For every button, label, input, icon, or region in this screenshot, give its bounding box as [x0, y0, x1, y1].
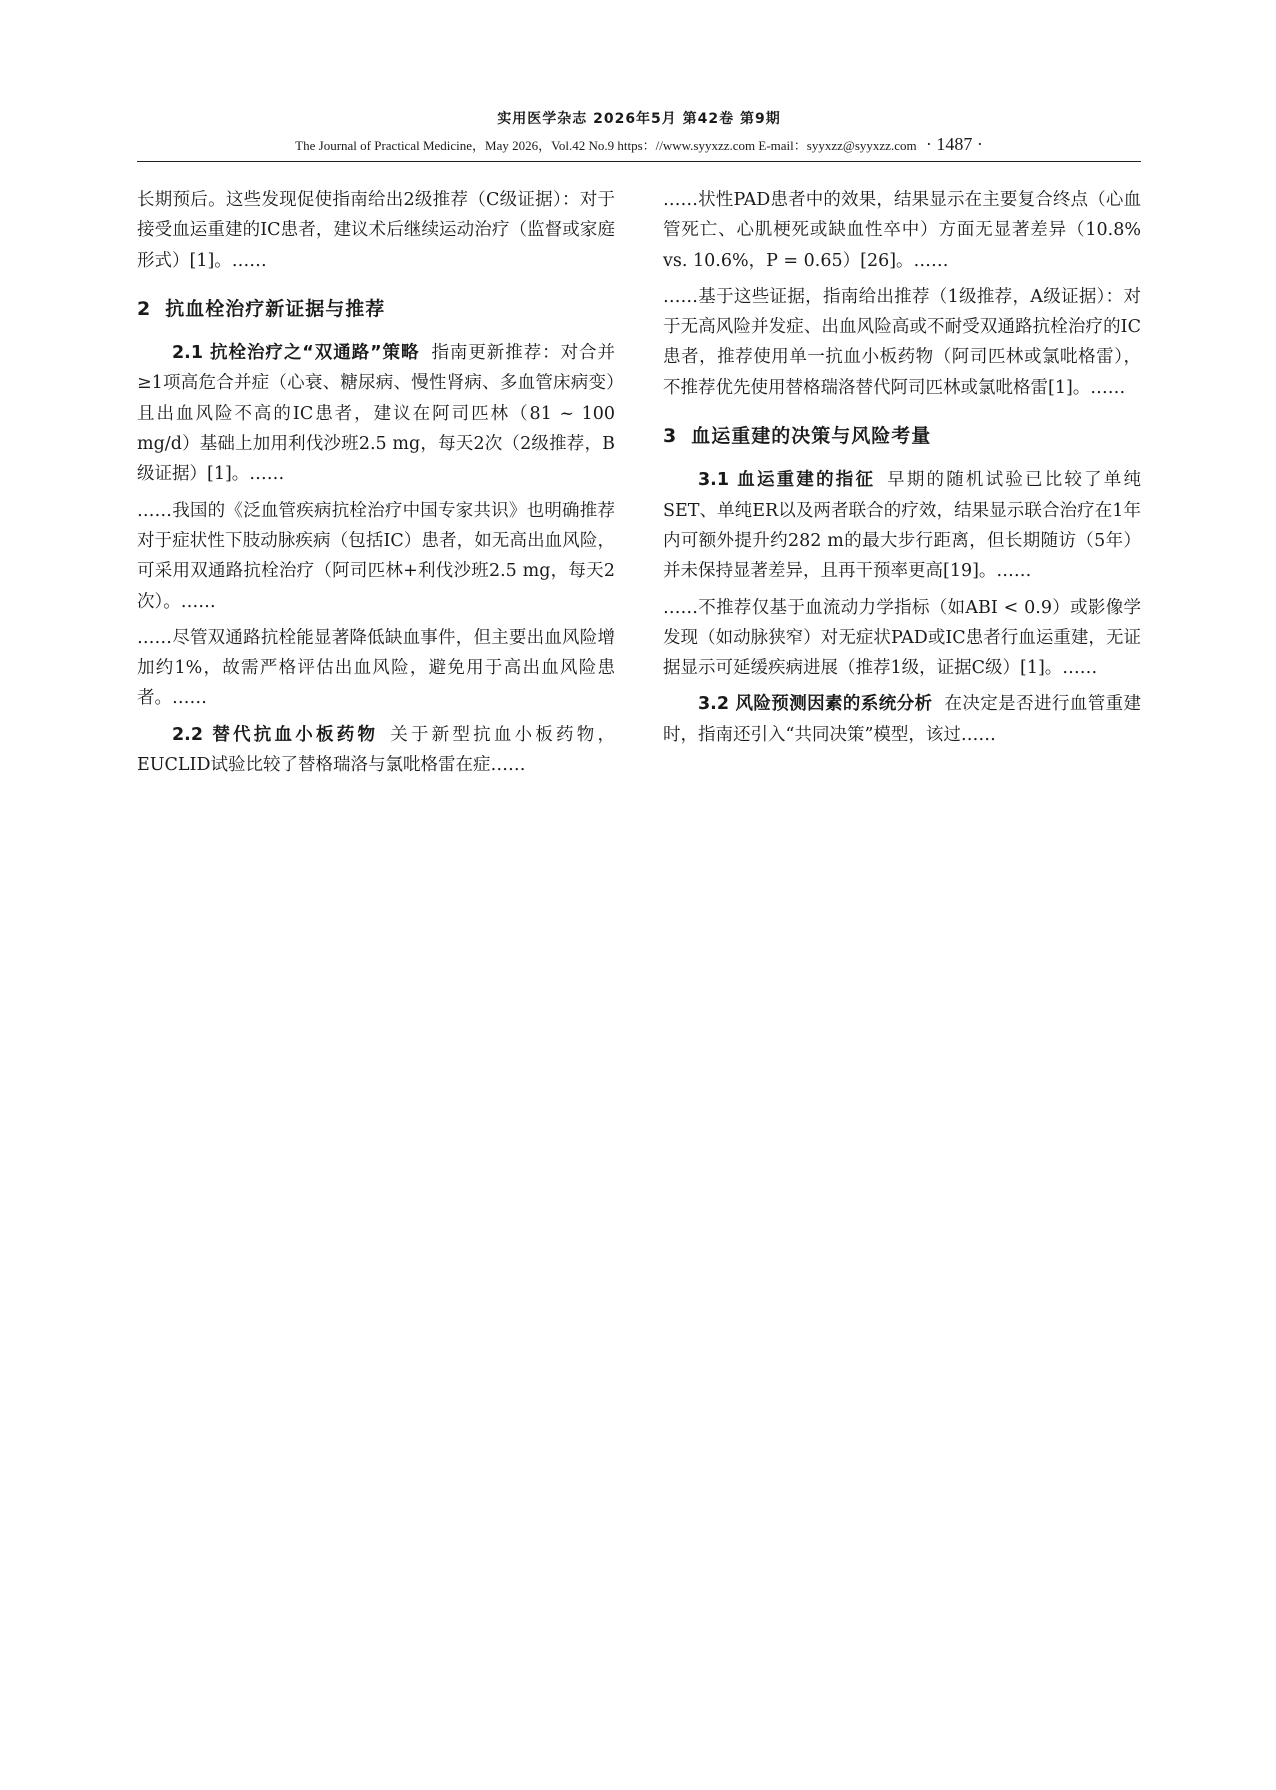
- paragraph: [137, 338, 615, 489]
- right-column: [663, 185, 1141, 750]
- paragraph: [137, 720, 615, 781]
- subsection-heading: 2.1 抗栓治疗之“双通路”策略: [172, 343, 420, 364]
- subsection-heading: 3.2 风险预测因素的系统分析: [698, 694, 933, 715]
- paragraph: ……尽管双通路抗栓能显著降低缺血事件，但主要出血风险增加约1%，故需严格评估出血风险，避免用于高出血风险患者。……: [137, 627, 615, 709]
- paragraph: 长期预后。这些发现促使指南给出2级推荐（C级证据）：对于接受血运重建的IC患者，建议术后继续运动治疗（监督或家庭形式）[1]。……: [137, 190, 615, 271]
- page-number: · 1487 ·: [925, 134, 983, 154]
- paragraph: [663, 689, 1141, 750]
- subsection-text: 关于新型抗血小板药物，EUCLID试验比较了替格瑞洛与氯吡格雷在症……: [137, 724, 616, 776]
- journal-title-en: [137, 134, 1141, 155]
- paragraph: ……我国的《泛血管疾病抗栓治疗中国专家共识》也明确推荐对于症状性下肢动脉疾病（包括IC）患者，如无高出血风险，可采用双通路抗栓治疗（阿司匹林+利伐沙班2.5 mg，每天2次）。……: [137, 500, 615, 612]
- section-title: 抗血栓治疗新证据与推荐: [165, 297, 386, 320]
- subsection-heading: 2.2 替代抗血小板药物: [172, 724, 379, 745]
- paragraph: ……状性PAD患者中的效果，结果显示在主要复合终点（心血管死亡、心肌梗死或缺血性卒中）方面无显著差异（10.8% vs. 10.6%，P = 0.65）[26]。……: [663, 190, 1141, 271]
- section-heading: [137, 294, 615, 324]
- section-title: 血运重建的决策与风险考量: [691, 425, 932, 448]
- paragraph: ……不推荐仅基于血流动力学指标（如ABI < 0.9）或影像学发现（如动脉狭窄）对无症状PAD或IC患者行血运重建，无证据显示可延缓疾病进展（推荐1级，证据C级）[1]。……: [663, 597, 1141, 679]
- journal-title-cn: 实用医学杂志 2026年5月 第42卷 第9期: [497, 111, 781, 127]
- paragraph: ……基于这些证据，指南给出推荐（1级推荐，A级证据）：对于无高风险并发症、出血风险高或不耐受双通路抗栓治疗的IC患者，推荐使用单一抗血小板药物（阿司匹林或氯吡格雷），不推荐优先使用替格瑞洛替代阿司匹林或氯吡格雷[1]。……: [663, 286, 1141, 398]
- subsection-text: 指南更新推荐：对合并≥1项高危合并症（心衰、糖尿病、慢性肾病、多血管床病变）且出血风险不高的IC患者，建议在阿司匹林（81 ~ 100 mg/d）基础上加用利伐沙班2.5 mg，每天2次（2级推荐，B级证据）[1]。……: [137, 343, 615, 485]
- journal-info-en: The Journal of Practical Medicine，May 2026，Vol.42 No.9 https：//www.syyxzz.com E-mail：syyxzz@syyxzz.com: [295, 138, 917, 153]
- paragraph: [663, 465, 1141, 586]
- section-number: 3: [663, 425, 678, 448]
- subsection-text: 在决定是否进行血管重建时，指南还引入“共同决策”模型，该过……: [663, 694, 1142, 745]
- section-number: 2: [137, 297, 152, 320]
- subsection-heading: 3.1 血运重建的指征: [698, 470, 876, 491]
- running-header: [137, 108, 1141, 162]
- subsection-text: 早期的随机试验已比较了单纯SET、单纯ER以及两者联合的疗效，结果显示联合治疗在1年内可额外提升约282 m的最大步行距离，但长期随访（5年）并未保持显著差异，且再干预率更高[19]。……: [663, 470, 1141, 582]
- section-heading: [663, 421, 1141, 451]
- left-column: [137, 185, 615, 780]
